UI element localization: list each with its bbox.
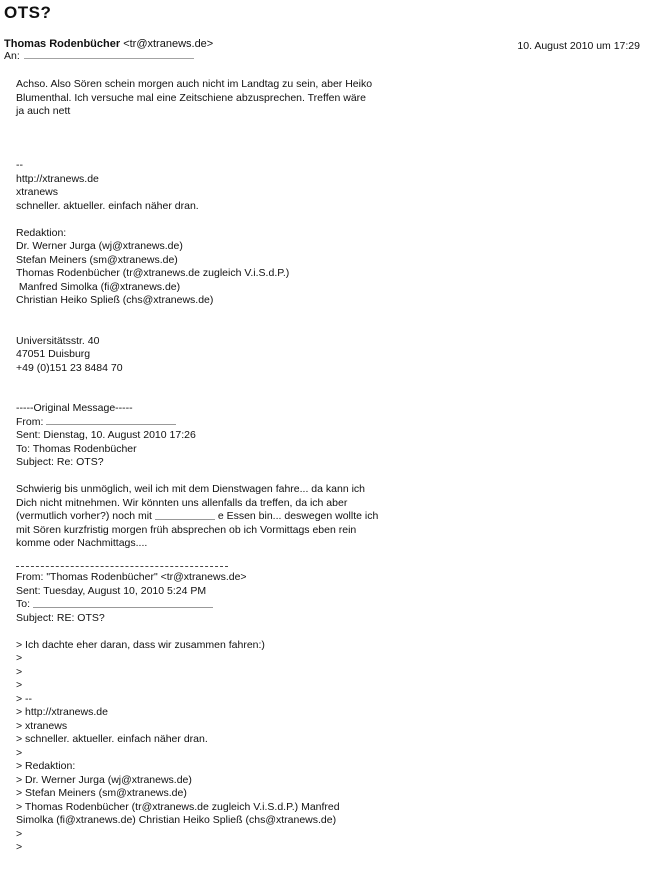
redacted-sender: [46, 418, 176, 425]
quoted-from: From: "Thomas Rodenbücher" <tr@xtranews.de>: [16, 571, 247, 583]
signature-slogan: schneller. aktueller. einfach näher dran.: [16, 199, 199, 212]
quoted-line: > Stefan Meiners (sm@xtranews.de): [16, 787, 187, 799]
redacted-recipient: [24, 53, 194, 59]
email-date: 10. August 2010 um 17:29: [517, 40, 640, 52]
original-message-header: -----Original Message-----: [16, 402, 133, 414]
signature-dash: --: [16, 159, 23, 171]
sender-line: [4, 38, 213, 50]
sender-email: <tr@xtranews.de>: [123, 38, 214, 50]
separator-line: [16, 566, 228, 567]
address-street: Universitätsstr. 40: [16, 334, 100, 347]
original-body-fragment: (vermutlich vorher?) noch mit: [16, 510, 152, 522]
signature-url[interactable]: http://xtranews.de: [16, 172, 99, 185]
quoted-subject: Subject: RE: OTS?: [16, 611, 105, 624]
quoted-to-label: To:: [16, 598, 31, 610]
original-to: To: Thomas Rodenbücher: [16, 442, 137, 455]
quoted-line: > Dr. Werner Jurga (wj@xtranews.de): [16, 773, 192, 786]
quoted-line: > schneller. aktueller. einfach näher dran.: [16, 733, 208, 745]
redacted-text: [155, 513, 215, 520]
recipient-line: [4, 50, 194, 62]
to-label: An:: [4, 50, 20, 62]
quoted-line: >: [16, 679, 23, 691]
quoted-to: [16, 598, 616, 612]
original-sent: Sent: Dienstag, 10. August 2010 17:26: [16, 429, 196, 441]
redaktion-member: Christian Heiko Spließ (chs@xtranews.de): [16, 294, 214, 306]
redaktion-member: Dr. Werner Jurga (wj@xtranews.de): [16, 240, 183, 252]
quoted-line: > --: [16, 692, 33, 705]
original-body-line: komme oder Nachmittags....: [16, 537, 148, 549]
original-body-line: mit Sören kurzfristig morgen früh absprechen ob ich Vormittags eben rein: [16, 523, 357, 536]
quoted-line: > http://xtranews.de: [16, 706, 108, 718]
original-body-line: Dich nicht mitnehmen. Wir könnten uns allenfalls da treffen, da ich aber: [16, 496, 348, 509]
quoted-line: > xtranews: [16, 719, 68, 732]
address-city: 47051 Duisburg: [16, 348, 91, 360]
signature-name: xtranews: [16, 186, 59, 198]
body-line: Achso. Also Sören schein morgen auch nicht im Landtag zu sein, aber Heiko: [16, 78, 373, 90]
email-subject-title: OTS?: [4, 3, 52, 22]
sender-name: Thomas Rodenbücher: [4, 38, 121, 50]
original-from: [16, 416, 616, 430]
quoted-line: >: [16, 746, 23, 759]
redaktion-label: Redaktion:: [16, 226, 67, 239]
body-line: ja auch nett: [16, 105, 71, 117]
quoted-line: >: [16, 827, 23, 840]
redaktion-member: Thomas Rodenbücher (tr@xtranews.de zugleich V.i.S.d.P.): [16, 267, 290, 279]
quoted-line: > Thomas Rodenbücher (tr@xtranews.de zugleich V.i.S.d.P.) Manfred: [16, 800, 340, 813]
redacted-recipient: [33, 601, 213, 608]
original-from-label: From:: [16, 415, 44, 428]
original-body-line: Schwierig bis unmöglich, weil ich mit dem Dienstwagen fahre... da kann ich: [16, 483, 365, 495]
quoted-line: > Redaktion:: [16, 760, 76, 772]
quoted-line: >: [16, 841, 23, 853]
address-phone: +49 (0)151 23 8484 70: [16, 361, 123, 374]
redaktion-member: Manfred Simolka (fi@xtranews.de): [16, 280, 181, 293]
email-body: [16, 78, 616, 855]
original-body-line: [16, 510, 616, 524]
quoted-line: > Ich dachte eher daran, dass wir zusammen fahren:): [16, 638, 265, 651]
original-body-fragment: e Essen bin... deswegen wollte ich: [217, 510, 379, 522]
redaktion-member: Stefan Meiners (sm@xtranews.de): [16, 253, 178, 266]
original-subject: Subject: Re: OTS?: [16, 456, 104, 468]
quoted-line: >: [16, 665, 23, 678]
quoted-sent: Sent: Tuesday, August 10, 2010 5:24 PM: [16, 584, 207, 597]
quoted-line: Simolka (fi@xtranews.de) Christian Heiko Spließ (chs@xtranews.de): [16, 814, 337, 826]
body-line: Blumenthal. Ich versuche mal eine Zeitschiene abzusprechen. Treffen wäre: [16, 91, 366, 104]
quoted-line: >: [16, 652, 23, 664]
